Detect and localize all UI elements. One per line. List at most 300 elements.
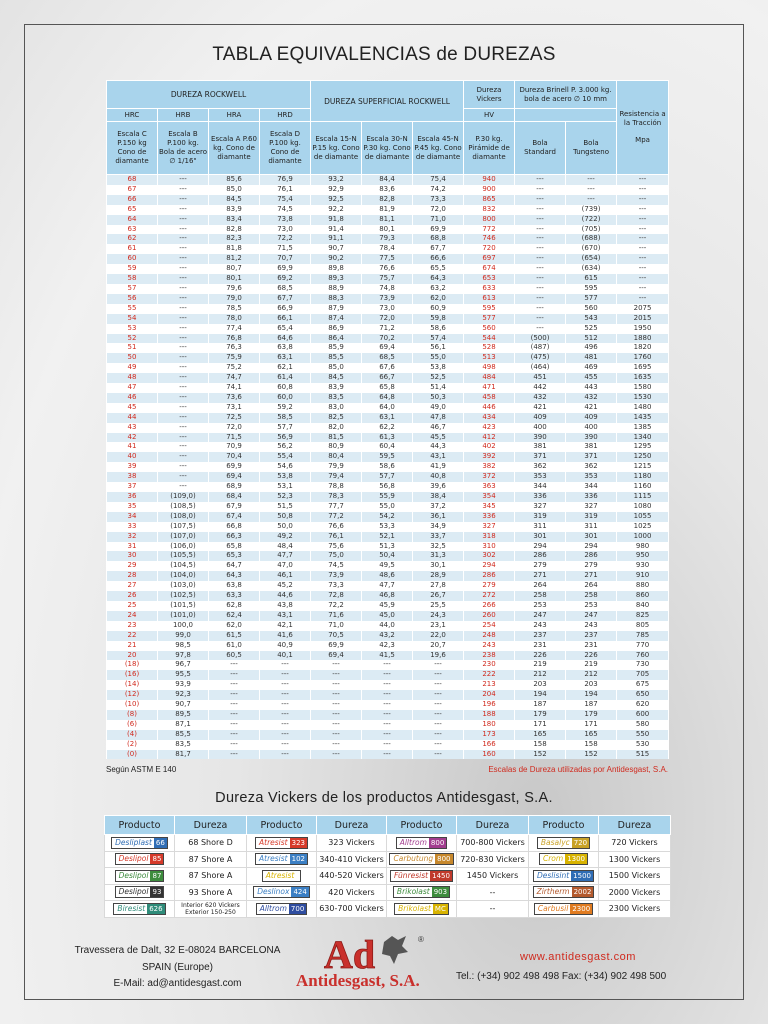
table-cell: 286: [515, 551, 566, 561]
table-cell: ---: [515, 264, 566, 274]
product-row: [105, 901, 671, 918]
product-logo: [390, 870, 453, 882]
table-cell: 336: [515, 492, 566, 502]
table-cell: ---: [158, 363, 209, 373]
table-cell: 194: [515, 690, 566, 700]
email[interactable]: E-Mail: ad@antidesgast.com: [113, 978, 242, 989]
table-cell: ---: [158, 452, 209, 462]
table-cell: 54,6: [260, 462, 311, 472]
table-cell: 237: [566, 631, 617, 641]
table-cell: 1180: [617, 472, 669, 482]
table-cell: (464): [515, 363, 566, 373]
table-cell: 595: [566, 284, 617, 294]
table-cell: 613: [464, 294, 515, 304]
table-row: [107, 433, 669, 443]
table-row: [107, 631, 669, 641]
table-cell: 311: [515, 522, 566, 532]
table-cell: 74,7: [209, 373, 260, 383]
table-row: [107, 750, 669, 760]
table-cell: 93,2: [311, 175, 362, 185]
table-cell: 166: [464, 740, 515, 750]
table-cell: ---: [209, 700, 260, 710]
product-logo: [256, 903, 308, 915]
table-cell: (475): [515, 353, 566, 363]
product-code: 720: [573, 838, 588, 847]
table-cell: ---: [515, 244, 566, 254]
table-cell: (14): [107, 680, 158, 690]
table-cell: 89,5: [158, 710, 209, 720]
table-cell: 55,9: [362, 492, 413, 502]
product-logo: [537, 837, 590, 849]
table-cell: 65: [107, 205, 158, 215]
table-cell: 577: [464, 314, 515, 324]
table-cell: ---: [413, 670, 464, 680]
table-row: [107, 413, 669, 423]
table-cell: 204: [464, 690, 515, 700]
table-cell: (109,0): [158, 492, 209, 502]
table-cell: 24,3: [413, 611, 464, 621]
table-cell: 97,8: [158, 651, 209, 661]
product-logo-cell: [105, 901, 175, 918]
table-cell: ---: [617, 215, 669, 225]
table-row: [107, 254, 669, 264]
table-cell: 40: [107, 452, 158, 462]
table-cell: 72,2: [311, 601, 362, 611]
table-cell: 279: [515, 561, 566, 571]
table-cell: ---: [209, 730, 260, 740]
table-cell: 49,5: [362, 561, 413, 571]
table-cell: ---: [515, 225, 566, 235]
table-row: [107, 244, 669, 254]
products-header-cell: Dureza: [175, 816, 247, 835]
table-cell: 32,5: [413, 542, 464, 552]
table-row: [107, 641, 669, 651]
table-cell: 63,1: [260, 353, 311, 363]
product-hardness: 420 Vickers: [317, 884, 387, 901]
table-cell: 57: [107, 284, 158, 294]
product-hardness: 720-830 Vickers: [457, 851, 529, 868]
table-cell: ---: [413, 660, 464, 670]
table-cell: 400: [515, 423, 566, 433]
product-name: Brikolast: [398, 903, 431, 913]
table-cell: 71,5: [260, 244, 311, 254]
table-cell: 80,9: [311, 442, 362, 452]
table-cell: 1055: [617, 512, 669, 522]
table-cell: ---: [158, 373, 209, 383]
table-cell: 577: [566, 294, 617, 304]
table-cell: 70,5: [311, 631, 362, 641]
table-cell: 319: [515, 512, 566, 522]
table-cell: 432: [566, 393, 617, 403]
table-cell: 66,3: [209, 532, 260, 542]
table-cell: 22: [107, 631, 158, 641]
table-cell: 51,4: [413, 383, 464, 393]
table-cell: 392: [464, 452, 515, 462]
table-cell: 237: [515, 631, 566, 641]
table-cell: ---: [515, 175, 566, 185]
table-cell: 55: [107, 304, 158, 314]
table-row: [107, 611, 669, 621]
table-cell: ---: [158, 195, 209, 205]
table-cell: 231: [515, 641, 566, 651]
table-cell: 70,9: [209, 442, 260, 452]
table-cell: 61,5: [209, 631, 260, 641]
product-logo: [115, 886, 165, 898]
table-cell: 83,5: [158, 740, 209, 750]
table-cell: 23,1: [413, 621, 464, 631]
table-cell: (739): [566, 205, 617, 215]
table-cell: 421: [515, 403, 566, 413]
product-name: Deslipol: [118, 887, 149, 897]
table-cell: 543: [566, 314, 617, 324]
table-cell: 53: [107, 324, 158, 334]
table-cell: ---: [158, 274, 209, 284]
table-cell: 674: [464, 264, 515, 274]
table-cell: 336: [566, 492, 617, 502]
table-row: [107, 542, 669, 552]
header-escala-a: Escala A P.60 kg. Cono de diamante: [209, 122, 260, 175]
table-cell: 82,8: [362, 195, 413, 205]
table-cell: ---: [617, 264, 669, 274]
table-cell: 165: [566, 730, 617, 740]
table-row: [107, 442, 669, 452]
table-cell: ---: [515, 215, 566, 225]
website-link[interactable]: www.antidesgast.com: [520, 951, 636, 963]
table-cell: 381: [566, 442, 617, 452]
table-cell: 75,6: [311, 542, 362, 552]
table-cell: ---: [362, 700, 413, 710]
table-row: [107, 651, 669, 661]
table-cell: 434: [464, 413, 515, 423]
table-cell: 78,5: [209, 304, 260, 314]
table-cell: 25: [107, 601, 158, 611]
table-cell: 74,2: [413, 185, 464, 195]
table-cell: ---: [413, 740, 464, 750]
table-row: [107, 700, 669, 710]
table-cell: 179: [566, 710, 617, 720]
table-cell: ---: [260, 660, 311, 670]
table-cell: (108,5): [158, 502, 209, 512]
table-cell: 46: [107, 393, 158, 403]
table-cell: (4): [107, 730, 158, 740]
table-row: [107, 423, 669, 433]
table-cell: 152: [515, 750, 566, 760]
table-cell: ---: [515, 254, 566, 264]
table-cell: (18): [107, 660, 158, 670]
table-cell: 63,3: [209, 591, 260, 601]
product-logo: [396, 837, 448, 849]
table-cell: 80,1: [362, 225, 413, 235]
table-cell: 28: [107, 571, 158, 581]
product-code: 800: [437, 855, 451, 864]
table-cell: 77,2: [311, 512, 362, 522]
table-cell: 58,5: [260, 413, 311, 423]
table-cell: 63,8: [260, 343, 311, 353]
table-cell: 93,9: [158, 680, 209, 690]
table-cell: 327: [464, 522, 515, 532]
table-cell: 74,5: [260, 205, 311, 215]
table-cell: 80,4: [311, 452, 362, 462]
table-cell: 171: [515, 720, 566, 730]
table-cell: 327: [515, 502, 566, 512]
table-cell: 353: [515, 472, 566, 482]
header-mpa: Mpa: [635, 136, 650, 144]
table-row: [107, 334, 669, 344]
table-cell: 353: [566, 472, 617, 482]
table-row: [107, 571, 669, 581]
table-cell: ---: [158, 383, 209, 393]
product-name: Atresist: [259, 837, 288, 847]
table-cell: 409: [566, 413, 617, 423]
table-cell: 81,5: [311, 433, 362, 443]
table-cell: 301: [566, 532, 617, 542]
table-cell: 68,4: [209, 492, 260, 502]
table-cell: ---: [158, 343, 209, 353]
table-cell: ---: [158, 294, 209, 304]
table-cell: 72,0: [209, 423, 260, 433]
table-cell: 34,9: [413, 522, 464, 532]
table-cell: 80,7: [209, 264, 260, 274]
header-escala-c: Escala C P.150 kg Cono de diamante: [107, 122, 158, 175]
table-cell: 498: [464, 363, 515, 373]
table-cell: 43,2: [362, 631, 413, 641]
product-hardness: 440-520 Vickers: [317, 868, 387, 885]
table-cell: 75,2: [209, 363, 260, 373]
product-hardness: 323 Vickers: [317, 835, 387, 852]
table-row: [107, 512, 669, 522]
table-cell: 412: [464, 433, 515, 443]
table-cell: 46,1: [260, 571, 311, 581]
table-cell: 71,0: [311, 621, 362, 631]
table-cell: 66: [107, 195, 158, 205]
table-cell: 42,3: [362, 641, 413, 651]
table-cell: 43,1: [260, 611, 311, 621]
table-row: [107, 730, 669, 740]
table-cell: 56,1: [413, 343, 464, 353]
product-logo-cell: [529, 835, 599, 852]
table-cell: 544: [464, 334, 515, 344]
table-cell: 760: [617, 651, 669, 661]
table-cell: ---: [311, 690, 362, 700]
table-cell: 91,1: [311, 234, 362, 244]
table-cell: 58: [107, 274, 158, 284]
table-cell: 44,6: [260, 591, 311, 601]
table-cell: 69,4: [209, 472, 260, 482]
table-cell: 67: [107, 185, 158, 195]
table-cell: 64,8: [362, 393, 413, 403]
table-cell: 32: [107, 532, 158, 542]
table-cell: 85,5: [311, 353, 362, 363]
table-cell: 64,7: [209, 561, 260, 571]
table-cell: 100,0: [158, 621, 209, 631]
table-cell: ---: [311, 660, 362, 670]
table-cell: ---: [311, 700, 362, 710]
table-cell: ---: [158, 234, 209, 244]
table-cell: 219: [566, 660, 617, 670]
table-cell: 41,9: [413, 462, 464, 472]
table-cell: ---: [362, 710, 413, 720]
table-cell: 89,3: [311, 274, 362, 284]
table-cell: 272: [464, 591, 515, 601]
table-cell: 64,6: [260, 334, 311, 344]
table-cell: 51: [107, 343, 158, 353]
table-cell: 63,2: [413, 284, 464, 294]
product-row: [105, 868, 671, 885]
product-code: 85: [152, 855, 162, 864]
table-cell: ---: [362, 740, 413, 750]
table-cell: 327: [566, 502, 617, 512]
table-cell: 650: [617, 690, 669, 700]
table-cell: 42,1: [260, 621, 311, 631]
table-cell: 264: [515, 581, 566, 591]
table-cell: ---: [362, 730, 413, 740]
table-cell: 825: [617, 611, 669, 621]
table-cell: 59: [107, 264, 158, 274]
table-cell: 633: [464, 284, 515, 294]
table-cell: 72,2: [260, 234, 311, 244]
table-cell: 442: [515, 383, 566, 393]
table-cell: 73,0: [260, 225, 311, 235]
table-cell: ---: [413, 690, 464, 700]
product-logo: [539, 853, 588, 865]
table-cell: 86,9: [311, 324, 362, 334]
table-cell: 45,0: [362, 611, 413, 621]
table-cell: ---: [158, 225, 209, 235]
table-cell: 409: [515, 413, 566, 423]
table-cell: ---: [362, 750, 413, 760]
header-rockwell: DUREZA ROCKWELL: [107, 81, 311, 109]
table-row: [107, 680, 669, 690]
product-logo-cell: [105, 851, 175, 868]
table-cell: 158: [566, 740, 617, 750]
table-row: [107, 274, 669, 284]
table-cell: 67,6: [362, 363, 413, 373]
table-cell: 1160: [617, 482, 669, 492]
table-cell: 1115: [617, 492, 669, 502]
table-cell: 67,7: [413, 244, 464, 254]
table-cell: 55,0: [413, 353, 464, 363]
table-cell: 1480: [617, 403, 669, 413]
table-cell: 62,4: [209, 611, 260, 621]
header-brinell-spacer: [515, 109, 617, 122]
table-cell: 64,0: [362, 403, 413, 413]
product-logo-cell: [247, 835, 317, 852]
table-cell: 513: [464, 353, 515, 363]
table-row: [107, 304, 669, 314]
table-cell: 40,8: [413, 472, 464, 482]
table-cell: 69,9: [311, 641, 362, 651]
table-cell: 62,2: [362, 423, 413, 433]
table-cell: 74,8: [362, 284, 413, 294]
table-cell: 20,7: [413, 641, 464, 651]
table-cell: 362: [515, 462, 566, 472]
table-cell: 258: [515, 591, 566, 601]
table-row: [107, 314, 669, 324]
header-hv-desc: P.30 kg. Pirámide de diamante: [464, 122, 515, 175]
table-cell: ---: [617, 284, 669, 294]
table-cell: 73,3: [413, 195, 464, 205]
table-cell: 180: [464, 720, 515, 730]
table-cell: 83,6: [362, 185, 413, 195]
table-cell: 47,7: [260, 551, 311, 561]
table-cell: ---: [158, 205, 209, 215]
product-logo: [533, 870, 594, 882]
product-logo-cell: [387, 901, 457, 918]
table-cell: 37,2: [413, 502, 464, 512]
note-scales: Escalas de Dureza utilizadas por Antidesgast, S.A.: [488, 765, 668, 774]
table-cell: ---: [413, 710, 464, 720]
table-cell: 47,8: [413, 413, 464, 423]
table-cell: ---: [209, 690, 260, 700]
table-cell: 65,4: [260, 324, 311, 334]
table-cell: (487): [515, 343, 566, 353]
table-cell: 33: [107, 522, 158, 532]
table-row: [107, 710, 669, 720]
table-cell: (104,0): [158, 571, 209, 581]
table-cell: ---: [617, 175, 669, 185]
table-cell: 78,3: [311, 492, 362, 502]
product-name: Biresist: [117, 903, 146, 913]
table-cell: (688): [566, 234, 617, 244]
table-cell: 653: [464, 274, 515, 284]
product-hardness: 1450 Vickers: [457, 868, 529, 885]
product-hardness: 700-800 Vickers: [457, 835, 529, 852]
table-cell: 71,2: [362, 324, 413, 334]
table-cell: 45,5: [413, 433, 464, 443]
table-cell: (8): [107, 710, 158, 720]
table-cell: 772: [464, 225, 515, 235]
table-cell: (102,5): [158, 591, 209, 601]
table-cell: 37: [107, 482, 158, 492]
table-cell: ---: [413, 720, 464, 730]
table-cell: 187: [566, 700, 617, 710]
table-cell: 66,8: [209, 522, 260, 532]
table-cell: 595: [464, 304, 515, 314]
table-cell: 71,6: [311, 611, 362, 621]
table-cell: 60,8: [260, 383, 311, 393]
table-cell: (105,5): [158, 551, 209, 561]
table-cell: (6): [107, 720, 158, 730]
product-hardness: --: [457, 884, 529, 901]
table-cell: ---: [209, 720, 260, 730]
table-cell: 48,6: [362, 571, 413, 581]
table-cell: 390: [515, 433, 566, 443]
table-cell: 87,9: [311, 304, 362, 314]
table-cell: 65,3: [209, 551, 260, 561]
table-cell: (722): [566, 215, 617, 225]
table-cell: 264: [566, 581, 617, 591]
products-table: [104, 815, 671, 918]
table-row: [107, 195, 669, 205]
table-cell: ---: [209, 670, 260, 680]
table-cell: ---: [311, 670, 362, 680]
table-row: [107, 353, 669, 363]
table-cell: 615: [566, 274, 617, 284]
table-cell: 980: [617, 542, 669, 552]
table-cell: 66,1: [260, 314, 311, 324]
table-cell: 930: [617, 561, 669, 571]
table-cell: 29: [107, 561, 158, 571]
table-cell: 72,5: [209, 413, 260, 423]
product-code: 87: [152, 871, 162, 880]
product-code: 66: [155, 838, 165, 847]
table-cell: 80,1: [209, 274, 260, 284]
table-cell: 92,3: [158, 690, 209, 700]
table-cell: 73,6: [209, 393, 260, 403]
table-cell: 363: [464, 482, 515, 492]
table-cell: 23: [107, 621, 158, 631]
table-cell: ---: [362, 690, 413, 700]
